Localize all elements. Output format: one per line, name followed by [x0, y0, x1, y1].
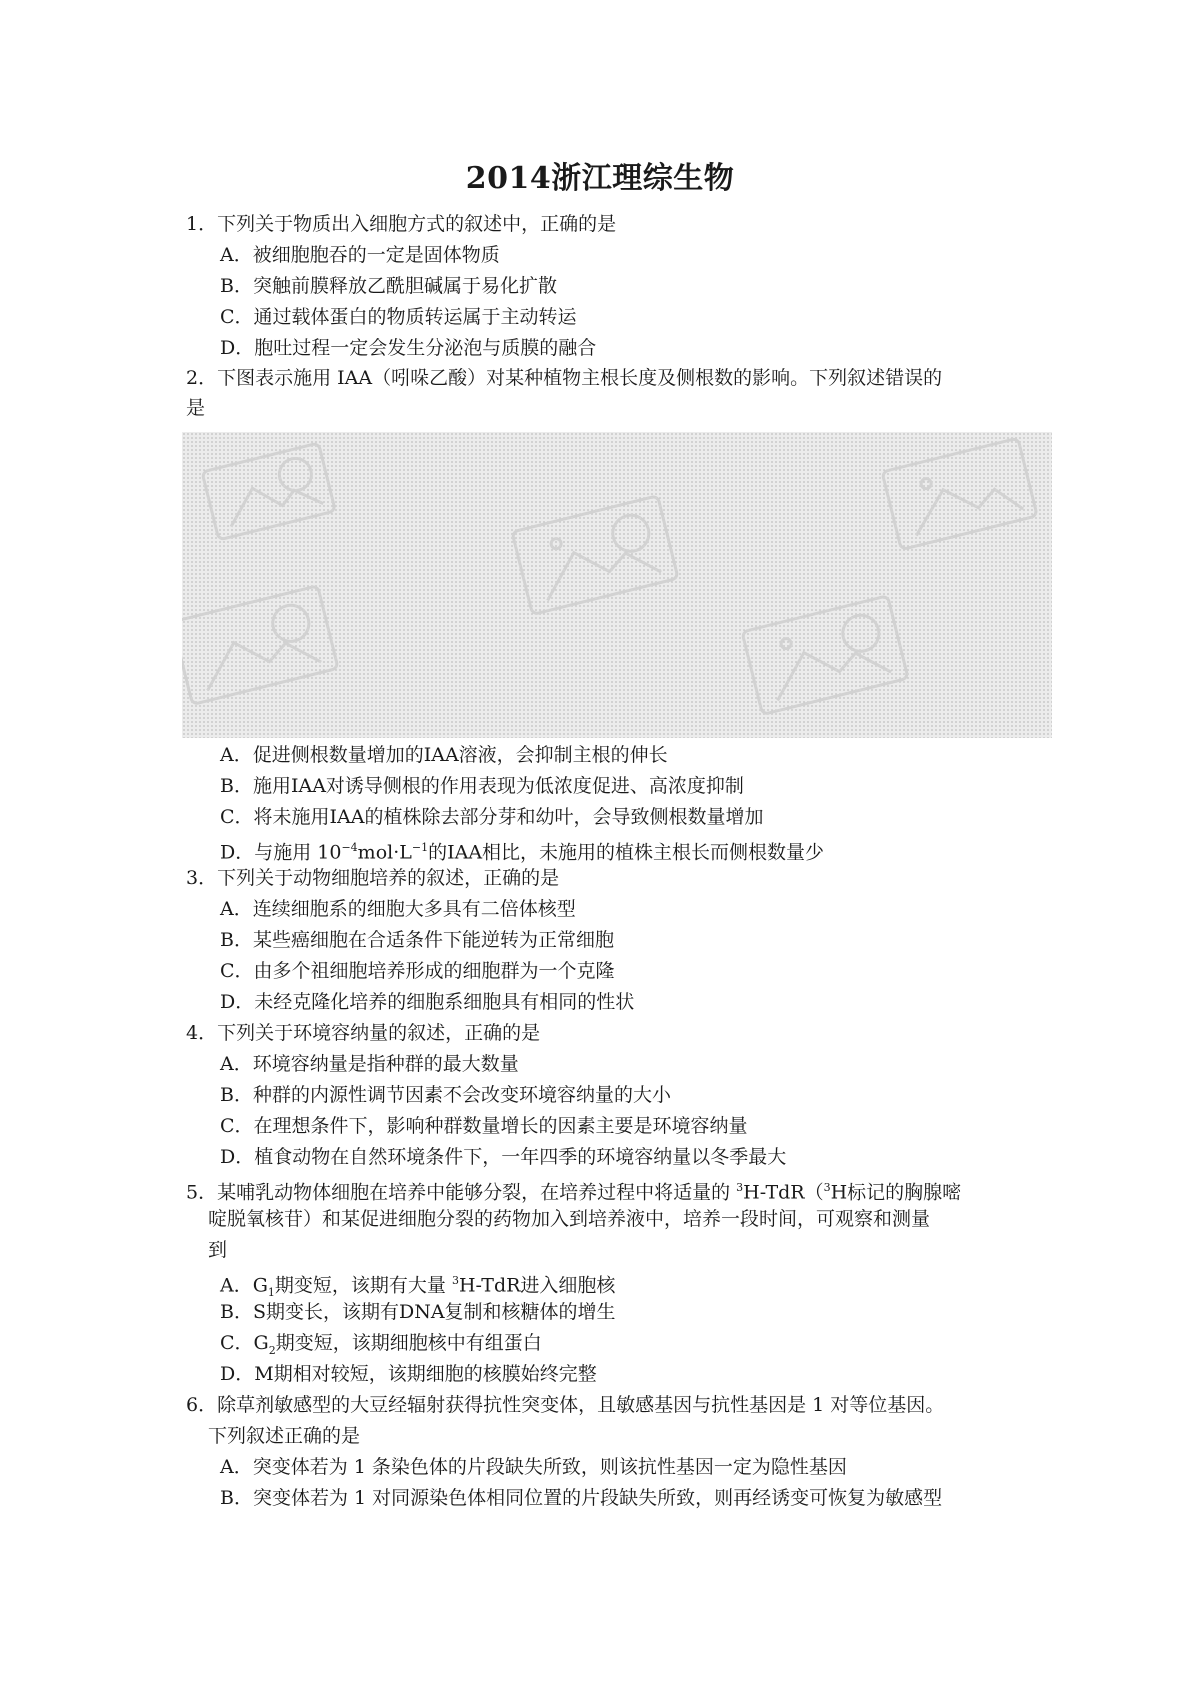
question-2-option-d: D．与施用 $10^{-4}mol\cdot L^{-1}$的IAA相比，未施用的植株主根长而侧根数量少 [220, 841, 825, 864]
question-5-option-a: A．$G_1$期变短，该期有大量 $^3$H-TdR进入细胞核 [220, 1274, 616, 1300]
question-1-option-a: A．被细胞胞吞的一定是固体物质 [220, 244, 500, 266]
question-1-stem: 1．下列关于物质出入细胞方式的叙述中，正确的是 [186, 213, 617, 235]
question-2-option-c: C．将未施用IAA的植株除去部分芽和幼叶，会导致侧根数量增加 [220, 806, 764, 828]
question-6-stem-line-2: 下列叙述正确的是 [208, 1425, 361, 1447]
question-5-stem: 5．某哺乳动物体细胞在培养中能够分裂，在培养过程中将适量的 $^3$H-TdR（$^3$H标记的胸腺嘧 [186, 1181, 962, 1204]
question-4-option-c: C．在理想条件下，影响种群数量增长的因素主要是环境容纳量 [220, 1115, 748, 1137]
question-3-stem: 3．下列关于动物细胞培养的叙述，正确的是 [186, 867, 560, 889]
question-4-stem: 4．下列关于环境容纳量的叙述，正确的是 [186, 1022, 541, 1044]
question-4-option-b: B．种群的内源性调节因素不会改变环境容纳量的大小 [220, 1084, 671, 1106]
question-6-stem: 6．除草剂敏感型的大豆经辐射获得抗性突变体，且敏感基因与抗性基因是 1 对等位基因。 [186, 1394, 945, 1416]
figure-placeholder-image [182, 432, 1052, 738]
question-6-option-b: B．突变体若为 1 对同源染色体相同位置的片段缺失所致，则再经诱变可恢复为敏感型 [220, 1487, 943, 1509]
question-5-option-d: D．M期相对较短，该期细胞的核膜始终完整 [220, 1363, 597, 1385]
question-5-option-c: C．$G_2$期变短，该期细胞核中有组蛋白 [220, 1332, 542, 1357]
image-placeholder-watermark-icon [182, 432, 1052, 738]
question-1-option-d: D．胞吐过程一定会发生分泌泡与质膜的融合 [220, 337, 597, 359]
question-3-option-d: D．未经克隆化培养的细胞系细胞具有相同的性状 [220, 991, 635, 1013]
question-4-option-d: D．植食动物在自然环境条件下，一年四季的环境容纳量以冬季最大 [220, 1146, 787, 1168]
question-3-option-b: B．某些癌细胞在合适条件下能逆转为正常细胞 [220, 929, 614, 951]
page-title: 2014浙江理综生物 [465, 161, 735, 196]
question-4-option-a: A．环境容纳量是指种群的最大数量 [220, 1053, 519, 1075]
question-3-option-c: C．由多个祖细胞培养形成的细胞群为一个克隆 [220, 960, 615, 982]
question-5-stem-line-3: 到 [208, 1239, 228, 1261]
question-6-option-a: A．突变体若为 1 条染色体的片段缺失所致，则该抗性基因一定为隐性基因 [220, 1456, 847, 1478]
question-2-option-a: A．促进侧根数量增加的IAA溶液，会抑制主根的伸长 [220, 744, 668, 766]
question-2-stem: 2．下图表示施用 IAA（吲哚乙酸）对某种植物主根长度及侧根数的影响。下列叙述错误的 [186, 367, 943, 389]
question-2-stem-continued: 是 [186, 397, 206, 419]
question-5-stem-line-2: 啶脱氧核苷）和某促进细胞分裂的药物加入到培养液中，培养一段时间，可观察和测量 [208, 1208, 931, 1230]
question-3-option-a: A．连续细胞系的细胞大多具有二倍体核型 [220, 898, 576, 920]
question-5-option-b: B．S期变长，该期有DNA复制和核糖体的增生 [220, 1301, 616, 1323]
question-1-option-c: C．通过载体蛋白的物质转运属于主动转运 [220, 306, 577, 328]
question-1-option-b: B．突触前膜释放乙酰胆碱属于易化扩散 [220, 275, 557, 297]
question-2-option-b: B．施用IAA对诱导侧根的作用表现为低浓度促进、高浓度抑制 [220, 775, 744, 797]
